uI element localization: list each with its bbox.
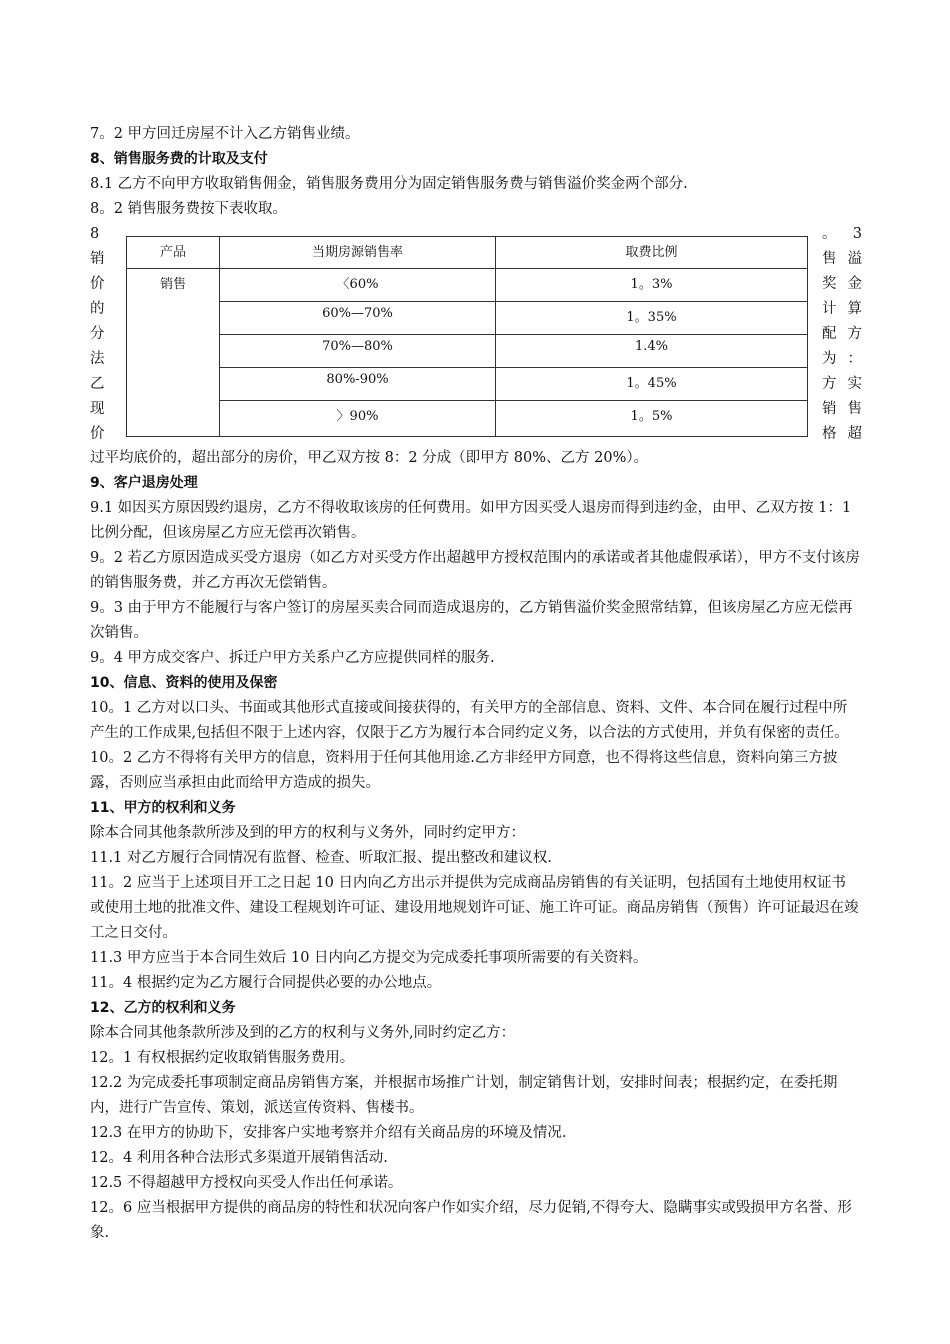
fee-ratio-cell: 1.4%	[496, 335, 808, 368]
header-sales-rate: 当期房源销售率	[220, 237, 496, 269]
wrapped-char: 为	[822, 351, 837, 367]
section-heading-8: 8、销售服务费的计取及支付	[90, 151, 268, 167]
wrapped-line	[822, 247, 862, 272]
wrapped-char: 方	[822, 376, 837, 392]
wrapped-char: 配	[822, 326, 837, 342]
wrapped-line	[822, 297, 862, 322]
table-row	[127, 269, 808, 302]
table-row	[127, 401, 808, 437]
fee-ratio-cell: 1。3%	[496, 269, 808, 302]
paragraph: 9。2 若乙方原因造成买受方退房（如乙方对买受方作出超越甲方授权范围内的承诺或者其他虚假承诺），甲方不支付该房的销售服务费，并乙方再次无偿销售。	[90, 550, 860, 591]
paragraph: 10。2 乙方不得将有关甲方的信息，资料用于任何其他用途.乙方非经甲方同意，也不得将这些信息，资料向第三方披露，否则应当承担由此而给甲方造成的损失。	[90, 750, 838, 791]
section-heading-11: 11、甲方的权利和义务	[90, 800, 236, 816]
paragraph: 12.5 不得超越甲方授权向买受人作出任何承诺。	[90, 1175, 403, 1191]
sales-rate-cell: 80%-90%	[220, 368, 496, 401]
wrapped-line	[822, 372, 862, 397]
product-cell: 销售	[127, 269, 220, 437]
wrapped-line	[822, 422, 862, 447]
pre-table-section	[90, 122, 860, 222]
wrapped-char: 金	[847, 276, 862, 292]
paragraph: 8。2 销售服务费按下表收取。	[90, 201, 288, 217]
paragraph: 12。1 有权根据约定收取销售服务费用。	[90, 1050, 355, 1066]
sales-rate-cell: 〉90%	[220, 401, 496, 437]
wrapped-char: 售	[822, 251, 837, 267]
table-header-row	[127, 237, 808, 269]
paragraph: 7。2 甲方回迁房屋不计入乙方销售业绩。	[90, 126, 360, 142]
table-row	[127, 335, 808, 368]
wrapped-char: 分	[90, 326, 105, 342]
wrapped-char: 超	[847, 426, 862, 442]
paragraph: 除本合同其他条款所涉及到的甲方的权利与义务外，同时约定甲方：	[90, 825, 525, 841]
paragraph: 9。4 甲方成交客户、拆迁户甲方关系户乙方应提供同样的服务.	[90, 650, 495, 666]
wrapped-char: 溢	[847, 251, 862, 267]
wrapped-char: 实	[847, 376, 862, 392]
paragraph: 11。2 应当于上述项目开工之日起 10 日内向乙方出示并提供为完成商品房销售的有关证明，包括国有土地使用权证书或使用土地的批准文件、建设工程规划许可证、建设用地规划许可证、施工许可证。商品房销售（预售）许可证最迟在竣工之日交付。	[90, 875, 859, 941]
paragraph: 11.1 对乙方履行合同情况有监督、检查、听取汇报、提出整改和建议权.	[90, 850, 553, 866]
sales-rate-cell: 60%—70%	[220, 302, 496, 335]
wrapped-char: 乙	[90, 376, 105, 392]
wrapped-char: 。	[822, 226, 837, 242]
wrapped-line	[822, 222, 862, 247]
section-heading-12: 12、乙方的权利和义务	[90, 1000, 236, 1016]
wrapped-char: 法	[90, 351, 105, 367]
fee-ratio-cell: 1。45%	[496, 368, 808, 401]
header-product: 产品	[127, 237, 220, 269]
paragraph: 12。4 利用各种合法形式多渠道开展销售活动.	[90, 1150, 388, 1166]
table-row	[127, 302, 808, 335]
sales-rate-cell: 70%—80%	[220, 335, 496, 368]
paragraph: 9.1 如因买方原因毁约退房，乙方不得收取该房的任何费用。如甲方因买受人退房而得到违约金，由甲、乙双方按 1：1 比例分配，但该房屋乙方应无偿再次销售。	[90, 500, 852, 541]
wrapped-char: 方	[847, 326, 862, 342]
wrapped-char: 8	[90, 226, 100, 242]
paragraph: 12.2 为完成委托事项制定商品房销售方案，并根据市场推广计划，制定销售计划，安排时间表；根据约定，在委托期内，进行广告宣传、策划，派送宣传资料、售楼书。	[90, 1075, 838, 1116]
sales-rate-cell: 〈60%	[220, 269, 496, 302]
paragraph: 8.1 乙方不向甲方收取销售佣金，销售服务费用分为固定销售服务费与销售溢价奖金两个部分.	[90, 176, 688, 192]
wrapped-char: ：	[847, 351, 862, 367]
paragraph: 9。3 由于甲方不能履行与客户签订的房屋买卖合同而造成退房的，乙方销售溢价奖金照常结算，但该房屋乙方应无偿再次销售。	[90, 600, 853, 641]
fee-ratio-cell: 1。5%	[496, 401, 808, 437]
wrapped-char: 算	[847, 301, 862, 317]
fee-ratio-cell: 1。35%	[496, 302, 808, 335]
wrapped-line	[822, 272, 862, 297]
wrapped-char: 价	[90, 426, 105, 442]
paragraph: 12.3 在甲方的协助下，安排客户实地考察并介绍有关商品房的环境及情况.	[90, 1125, 567, 1141]
wrapped-text-right-column	[822, 222, 862, 447]
wrapped-char: 的	[90, 301, 105, 317]
wrapped-char: 价	[90, 276, 105, 292]
section-heading-9: 9、客户退房处理	[90, 475, 198, 491]
paragraph: 12。6 应当根据甲方提供的商品房的特性和状况向客户作如实介绍，尽力促销,不得夸大、隐瞒事实或毁损甲方名誉、形象.	[90, 1200, 852, 1241]
wrapped-char: 计	[822, 301, 837, 317]
paragraph: 11.3 甲方应当于本合同生效后 10 日内向乙方提交为完成委托事项所需要的有关资料。	[90, 950, 648, 966]
wrapped-line	[822, 322, 862, 347]
wrapped-char: 销	[822, 401, 837, 417]
paragraph: 11。4 根据约定为乙方履行合同提供必要的办公地点。	[90, 975, 442, 991]
post-table-section	[90, 446, 860, 1246]
paragraph: 10。1 乙方对以口头、书面或其他形式直接或间接获得的，有关甲方的全部信息、资料、文件、本合同在履行过程中所产生的工作成果,包括但不限于上述内容，仅限于乙方为履行本合同约定义务，以合法的方式使用，并负有保密的责任。	[90, 700, 849, 741]
wrapped-line	[822, 347, 862, 372]
paragraph: 除本合同其他条款所涉及到的乙方的权利与义务外,同时约定乙方：	[90, 1025, 516, 1041]
section-heading-10: 10、信息、资料的使用及保密	[90, 675, 278, 691]
wrapped-char: 3	[852, 226, 862, 242]
wrapped-line	[822, 397, 862, 422]
wrapped-char: 售	[847, 401, 862, 417]
header-fee-ratio: 取费比例	[496, 237, 808, 269]
wrapped-text-left-column	[90, 222, 110, 447]
paragraph: 过平均底价的，超出部分的房价，甲乙双方按 8：2 分成（即甲方 80%、乙方 20%）。	[90, 450, 649, 466]
wrapped-char: 奖	[822, 276, 837, 292]
wrapped-char: 销	[90, 251, 105, 267]
wrapped-char: 格	[822, 426, 837, 442]
wrapped-char: 现	[90, 401, 105, 417]
service-fee-table	[126, 236, 808, 437]
table-row	[127, 368, 808, 401]
